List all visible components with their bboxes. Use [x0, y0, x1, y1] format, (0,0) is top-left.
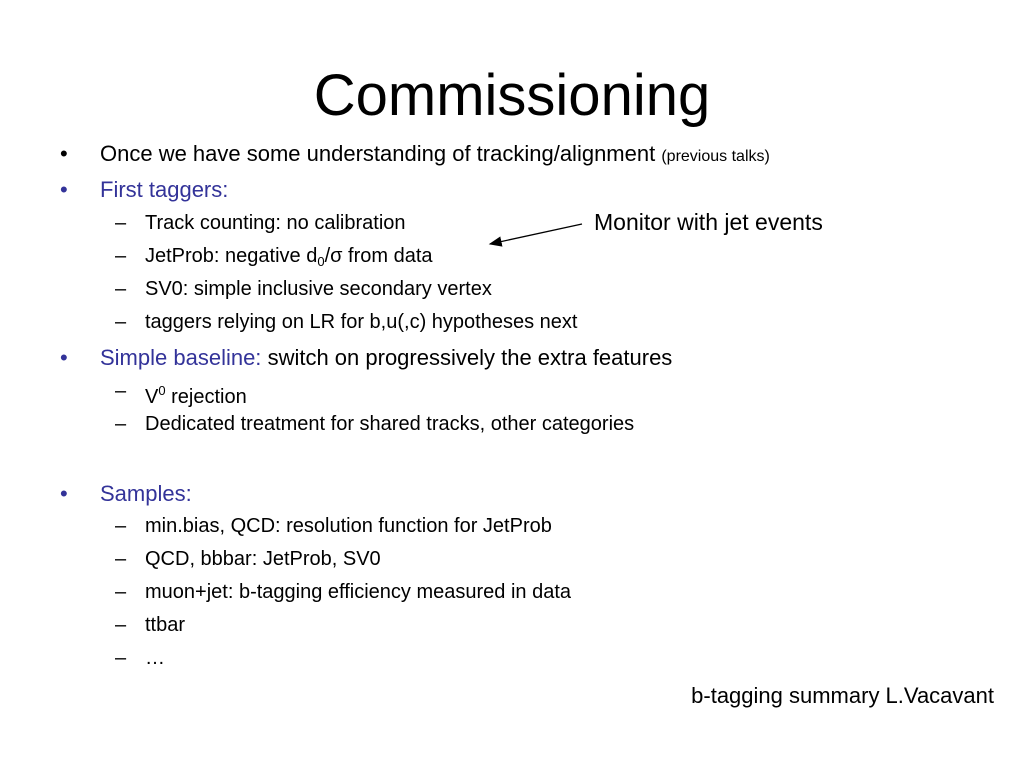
- sub-item: ttbar: [145, 614, 186, 636]
- sub-item-post: rejection: [171, 386, 247, 408]
- sub-item: muon+jet: b-tagging efficiency measured in data: [145, 581, 572, 603]
- bullet-suffix: (previous talks): [661, 148, 770, 165]
- sub-item: taggers relying on LR for b,u(,c) hypotheses next: [145, 311, 578, 333]
- dash-marker: –: [115, 380, 127, 402]
- bullet-marker: •: [60, 177, 68, 202]
- dash-marker: –: [115, 647, 127, 669]
- sub-item: …: [145, 647, 165, 669]
- bullet-marker: •: [60, 481, 68, 506]
- bullet-marker: •: [60, 141, 68, 166]
- bullet-text: Once we have some understanding of tracking/alignment: [100, 141, 656, 166]
- bullet-item: First taggers:: [100, 177, 229, 202]
- bullet-text: switch on progressively the extra features: [267, 345, 673, 370]
- sub-item: SV0: simple inclusive secondary vertex: [145, 278, 492, 300]
- dash-marker: –: [115, 245, 127, 267]
- footer-text: b-tagging summary L.Vacavant: [691, 683, 994, 708]
- dash-marker: –: [115, 548, 127, 570]
- sub-item: Dedicated treatment for shared tracks, other categories: [145, 413, 635, 435]
- sub-item-pre: V: [145, 386, 159, 408]
- sub-item: Track counting: no calibration: [145, 212, 406, 234]
- dash-marker: –: [115, 581, 127, 603]
- dash-marker: –: [115, 413, 127, 435]
- superscript: 0: [158, 383, 166, 398]
- bullet-lead: Simple baseline:: [100, 345, 262, 370]
- sub-item-pre: JetProb: negative d: [145, 245, 318, 267]
- dash-marker: –: [115, 515, 127, 537]
- bullet-item: Samples:: [100, 481, 192, 506]
- annotation-text: Monitor with jet events: [594, 209, 823, 235]
- dash-marker: –: [115, 212, 127, 234]
- dash-marker: –: [115, 311, 127, 333]
- subscript: 0: [317, 254, 325, 269]
- sub-item-post: /σ from data: [324, 245, 433, 267]
- bullet-marker: •: [60, 345, 68, 370]
- dash-marker: –: [115, 278, 127, 300]
- sub-item: QCD, bbbar: JetProb, SV0: [145, 548, 381, 570]
- dash-marker: –: [115, 614, 127, 636]
- sub-item: min.bias, QCD: resolution function for JetProb: [145, 515, 552, 537]
- slide-title: Commissioning: [313, 63, 711, 128]
